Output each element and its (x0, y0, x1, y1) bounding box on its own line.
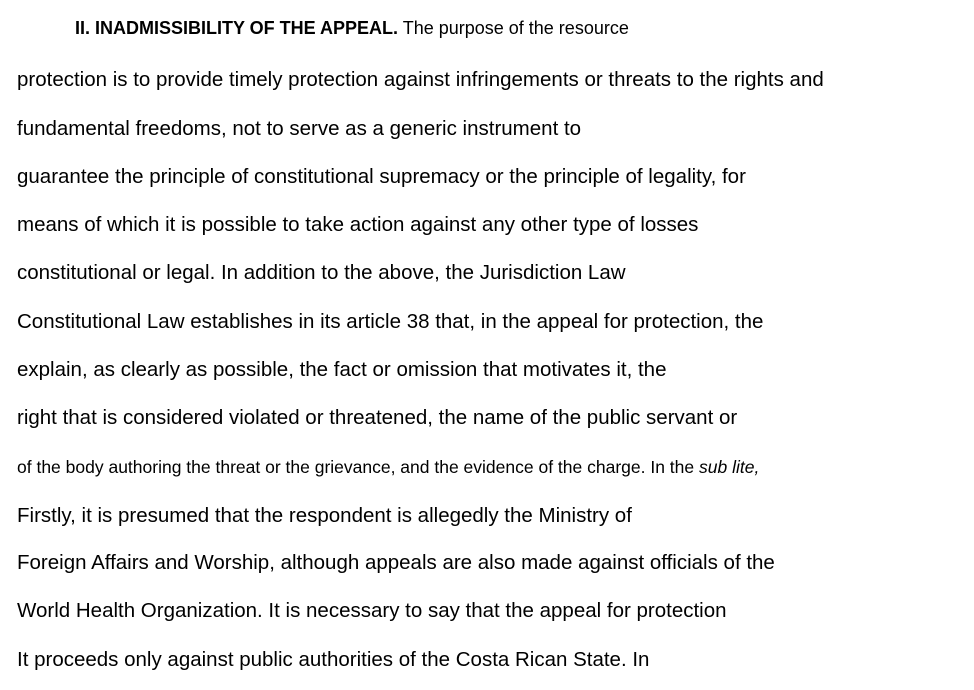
text-line-10: Firstly, it is presumed that the respondent is allegedly the Ministry of (17, 504, 632, 527)
section-heading-rest: The purpose of the resource (398, 18, 629, 38)
text-line-3: guarantee the principle of constitutional supremacy or the principle of legality, for (17, 165, 746, 188)
text-line-11: Foreign Affairs and Worship, although appeals are also made against officials of the (17, 551, 775, 574)
text-line-12: World Health Organization. It is necessary to say that the appeal for protection (17, 599, 727, 622)
text-line-4: means of which it is possible to take action against any other type of losses (17, 213, 699, 236)
text-line-9-main: of the body authoring the threat or the grievance, and the evidence of the charge. In the (17, 457, 699, 477)
text-line-9 (17, 455, 759, 479)
text-line-6: Constitutional Law establishes in its article 38 that, in the appeal for protection, the (17, 310, 764, 333)
sub-lite-italic: sub lite, (699, 457, 760, 477)
section-heading-title: II. INADMISSIBILITY OF THE APPEAL. (75, 18, 399, 38)
text-line-2: fundamental freedoms, not to serve as a generic instrument to (17, 117, 582, 140)
text-line-13: It proceeds only against public authorities of the Costa Rican State. In (17, 648, 650, 671)
text-line-5: constitutional or legal. In addition to the above, the Jurisdiction Law (17, 261, 626, 284)
section-heading-line (75, 16, 629, 40)
text-line-7: explain, as clearly as possible, the fact or omission that motivates it, the (17, 358, 667, 381)
text-line-1: protection is to provide timely protection against infringements or threats to the rights and (17, 68, 824, 91)
text-line-8: right that is considered violated or threatened, the name of the public servant or (17, 406, 738, 429)
